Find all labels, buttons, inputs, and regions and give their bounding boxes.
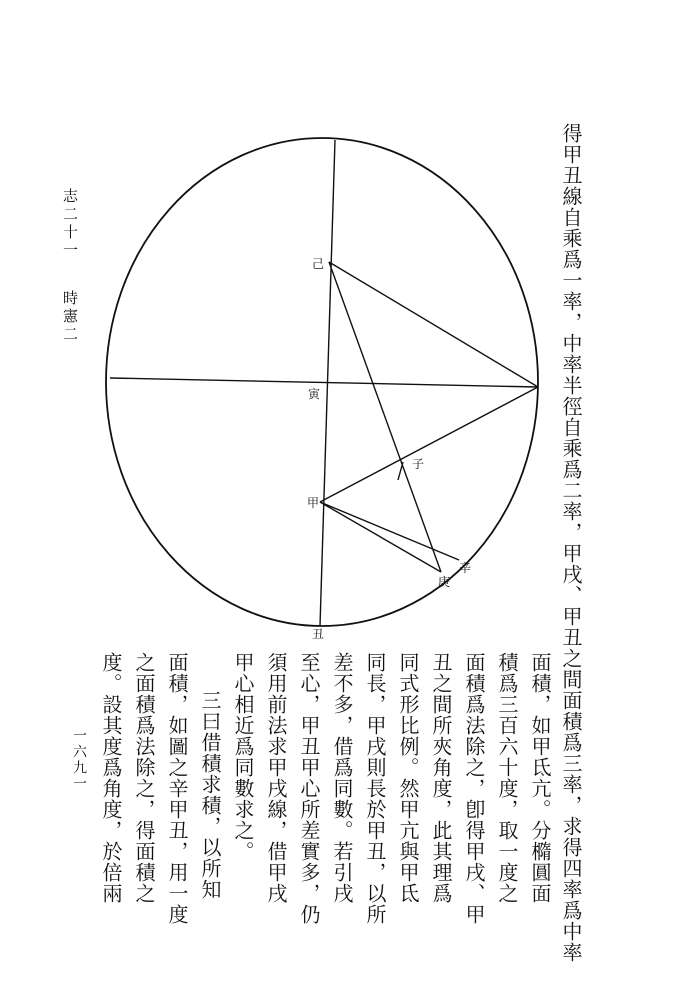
short-segment-zi (398, 462, 403, 480)
line-ji-geng (329, 262, 441, 572)
text-column-7: 同長，甲戌則長於甲丑，以所 (363, 652, 387, 925)
label-xin: 辛 (459, 561, 472, 575)
label-chou: 丑 (312, 627, 325, 641)
label-yin: 寅 (308, 387, 321, 401)
header-section: 時憲二 (61, 290, 79, 344)
text-column-1: 得甲丑線自乘爲一率，中率半徑自乘爲二率，甲戌、甲丑之間面積爲三率，求得四率爲中率 (559, 123, 583, 963)
line-jia-geng (320, 502, 441, 572)
text-column-14: 之面積爲法除之，得面積之 (132, 652, 156, 904)
text-column-4: 面積爲法除之，卽得甲戌、甲 (462, 652, 486, 925)
text-column-12: 三曰借積求積，以所知 (198, 690, 222, 900)
line-jia-xin (320, 502, 459, 560)
line-jia-focus (320, 387, 538, 502)
text-column-6: 同式形比例。然甲亢與甲氐 (396, 652, 420, 904)
line-ji-focus (329, 262, 538, 387)
label-ji: 己 (312, 257, 325, 271)
label-jia: 甲 (307, 496, 320, 510)
text-column-15: 度。設其度爲角度，於倍兩 (99, 652, 123, 904)
text-column-10: 須用前法求甲戌線，借甲戌 (264, 652, 288, 904)
page-number: 一六九一 (71, 728, 87, 792)
major-axis (110, 378, 538, 387)
text-column-3: 積爲三百六十度，取一度之 (495, 652, 519, 904)
label-zi: 子 (412, 457, 425, 471)
text-column-8: 差不多，借爲同數。若引戌 (330, 652, 354, 904)
text-column-5: 丑之間所夾角度，此其理爲 (429, 652, 453, 904)
text-column-13: 面積，如圖之辛甲丑，用一度 (165, 652, 189, 925)
text-column-11: 甲心相近爲同數求之。 (231, 652, 255, 862)
text-column-9: 至心，甲丑甲心所差實多，仍 (297, 652, 321, 925)
header-volume: 志二十一 (61, 188, 79, 260)
text-column-2: 面積，如甲氐亢。分橢圓面 (528, 652, 552, 904)
label-geng: 庚 (438, 575, 451, 589)
